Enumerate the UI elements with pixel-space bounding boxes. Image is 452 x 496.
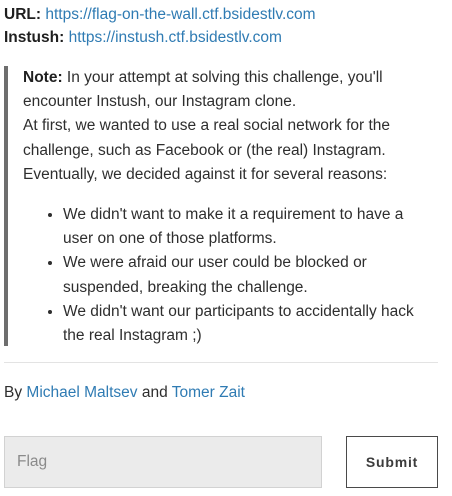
challenge-links: [4, 3, 444, 49]
note-label: Note:: [23, 69, 63, 86]
reason-item: • We were afraid our user could be blocked or suspended, breaking the challenge.: [63, 251, 436, 299]
note-intro: [23, 66, 436, 187]
instush-row: [4, 26, 444, 49]
reason-item: • We didn't want our participants to accidentally hack the real Instagram ;): [63, 300, 436, 348]
submit-button[interactable]: Submit: [346, 436, 438, 488]
note-body-text: At first, we wanted to use a real social network for the challenge, such as Facebook or (the real) Instagram. Eventually, we decided against it for several reasons:: [23, 117, 391, 183]
byline-prefix: By: [4, 384, 27, 401]
flag-input[interactable]: [4, 436, 322, 488]
byline-conjunction: and: [137, 384, 172, 401]
reason-item: • We didn't want to make it a requirement to have a user on one of those platforms.: [63, 203, 436, 251]
url-row: [4, 3, 444, 26]
divider: [4, 362, 438, 363]
note-blockquote: [4, 66, 436, 346]
note-intro-text: In your attempt at solving this challenge, you'll encounter Instush, our Instagram clone.: [23, 69, 383, 111]
reasons-list: [23, 203, 436, 348]
byline: [4, 381, 245, 405]
url-link[interactable]: https://flag-on-the-wall.ctf.bsidestlv.com: [45, 6, 316, 23]
instush-link[interactable]: https://instush.ctf.bsidestlv.com: [68, 29, 282, 46]
author-link-michael-maltsev[interactable]: Michael Maltsev: [26, 384, 138, 401]
url-label: URL:: [4, 6, 42, 23]
author-link-tomer-zait[interactable]: Tomer Zait: [171, 384, 245, 401]
instush-label: Instush:: [4, 29, 65, 46]
